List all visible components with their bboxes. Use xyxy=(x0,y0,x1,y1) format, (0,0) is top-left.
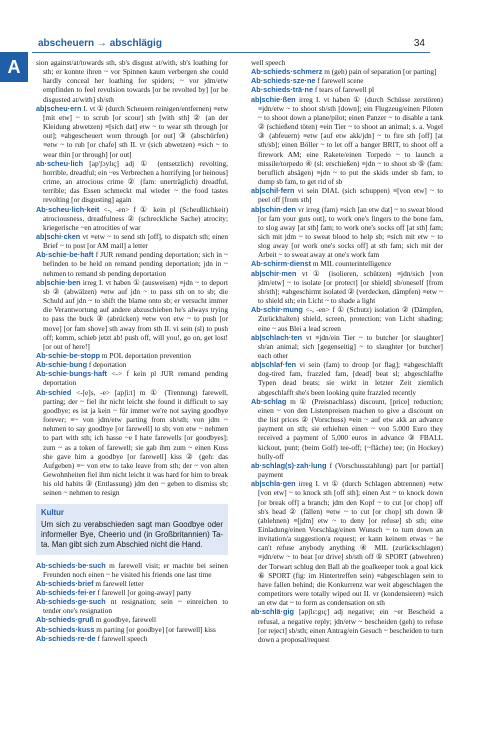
entry-headword: Ab·schieds·trä·ne xyxy=(251,85,314,95)
dictionary-entry xyxy=(36,360,228,369)
entry-headword: Ab·schieds·gruß xyxy=(36,615,94,625)
entry-headword: ab|schir·men xyxy=(251,268,297,278)
entry-headword: ab|schla·gen xyxy=(251,479,296,489)
entry-text: irreg I. vt haben ① (ausweisen) ≡jdn ~ to deport sb ② (abwälzen) ≡etw auf jdn ~ to pass sth on to sb; die Schuld auf jdn ~ to shift the blame onto sb; er versucht immer die Verantwortung auf andere abzuschieben he's always trying to pass the buck ③ (abrücken) ≡etw von etw ~ to push [or move] [or fam shove] sth away from sth II. vi sein (sl) to push off; komm, schieb jetzt ab! push off, will you!, go on, get lost! [or out of here!] xyxy=(43,277,228,351)
dictionary-entry xyxy=(36,159,228,205)
entry-headword: ab|schie·ben xyxy=(36,277,81,287)
entry-text: m goodbye, farewell xyxy=(95,615,156,625)
dictionary-entry xyxy=(36,625,228,634)
entry-text: [apʃlɛ:gɪç] adj negative; ein ~er Bescheid a refusal, a negative reply; jdn/etw ~ bescheiden (geh) to refuse [or reject] sb/sth; einen Antrag/ein Gesuch ~ bescheiden to turn down a proposal/request xyxy=(258,607,443,644)
entry-text: irreg I. vt ① (durch Schlagen abtrennen) ≡etw [von etw] ~ to knock sth [off sth]; einen Ast ~ to knock down [or break off] a branch; jdm den Kopf ~ to cut [or chop] off sb's head ② (fällen) ≡etw ~ to cut [or chop] sth down ③ (ablehnen) ≡[jdm] etw ~ to deny [or refuse] sb sth; eine Einladung/einen Vorschlag/einen Wunsch ~ to turn down an invitation/a suggestion/a request; er kann keinem etwas ~ he can't refuse anybody anything ④ MIL (zurückschlagen) ≡jdn/etw ~ to beat [or drive] sb/sth off ⑤ SPORT (abwehren) der Torwart schlug den Ball ab the goalkeeper took a goal kick ⑥ SPORT (fig: im Hintertreffen sein) ≡abgeschlagen sein to have fallen behind; die Konkurrenz war weit abgeschlagen the competitors were totally wiped out II. vr (kondensieren) ≡sich an etw dat ~ to form as condensation on sth xyxy=(258,479,443,608)
left-column xyxy=(36,58,228,748)
entry-text: m farewell visit; er machte bei seinen Freunden noch einen ~ he visited his friends one last time xyxy=(43,560,228,579)
page-number: 34 xyxy=(413,38,425,49)
entry-text: <-> f kein pl JUR remand pending deportation xyxy=(43,369,228,388)
dictionary-entry xyxy=(36,104,228,159)
entry-text: m ① (Preisnachlass) discount, [price] reduction; einen ~ von den Listenpreisen machen to give a discount on the list prices ② (Vorschuss) ≡ein ~ auf etw akk an advance payment on sth; sie erhielten einen ~ von 5.000 Euro they received a payment of 5,000 euros in advance ③ FBALL kickout, punt; (beim Golf) tee-off; (~fläche) tee; (in Hockey) bully-off xyxy=(258,396,443,461)
right-entries xyxy=(251,58,443,644)
entry-text: irreg I. vt haben ① (durch Schüsse zerstören) ≡jdn/etw ~ to shoot sb/sth [down]; ein Flugzeug/einen Piloten ~ to shoot down a plane/pilot; einen Panzer ~ to disable a tank ② (schießend töten) ≡ein Tier ~ to shoot an animal; s. a. Vogel ③ (abfeuern) ≡etw [auf etw akk/jdn] ~ to fire sth [off] [at sth/sb]; einen Böller ~ to let off a banger BRIT, to shoot off a firework AM; eine Rakete/einen Torpedo ~ to launch a missile/torpedo ④ (sl: erschießen) ≡jdn ~ to shoot sb ⑤ (fam: beruflich absägen) ≡jdn ~ to put the skids under sb fam, to dump sb fam, to get rid of sb xyxy=(258,94,443,187)
entry-headword: Ab·schieds·brief xyxy=(36,578,94,588)
entry-text: vi sein (fam) to droop [or flag]; ≡abgeschlafft dog-tired fam, frazzled fam, [dead] beat sl; abgeschlaffte Typen dead beats; sie wirkt in letzter Zeit ziemlich abgeschlafft she's been looking quite frazzled recently xyxy=(258,360,443,397)
entry-text: vt ① (isolieren, schützen) ≡jdn/sich [von jdm/etw] ~ to isolate [or protect] [or shield] sb/oneself [from sb/sth]; ≡abgeschirmt isolated ② (verdecken, dämpfen) ≡etw ~ to shield sth; ein Licht ~ to shade a light xyxy=(258,268,443,306)
entry-text: <-, -en> f ① kein pl (Scheußlichkeit) atrociousness, dreadfulness ② (schreckliche Sache) atrocity; kriegerische ~en atrocities of war xyxy=(43,204,228,232)
dictionary-entry xyxy=(36,588,228,597)
kultur-box xyxy=(36,504,228,555)
dictionary-entry xyxy=(251,479,443,607)
dictionary-entry xyxy=(36,579,228,588)
left-entries-after xyxy=(36,561,228,643)
entry-headword: Ab·schie·bungs·haft xyxy=(36,369,107,379)
entry-headword: ab|schie·ßen xyxy=(251,94,296,104)
dictionary-entry xyxy=(36,58,228,104)
dictionary-entry xyxy=(251,95,443,187)
entry-headword: ab·schlag(s)·zah·lung xyxy=(251,460,327,470)
entry-text: f tears of farewell pl xyxy=(314,85,375,95)
entry-text: f deportation xyxy=(88,360,127,370)
dictionary-entry xyxy=(251,259,443,268)
letter-thumb-tab: A xyxy=(0,52,28,82)
dictionary-entry xyxy=(36,250,228,277)
entry-text: [ap'ʃɔylɪç] adj ① (entsetzlich) revolting, horrible, dreadful; ein ~es Verbrechen a horrifying [or heinous] crime, an atrocious crime ② (fam: unerträglich) dreadful, terrible; das Essen schmeckt mal wieder ~ the food tastes revolting [or disgusting] again xyxy=(43,158,228,205)
entry-headword: Ab·schirm·dienst xyxy=(251,259,312,269)
entry-text: nt resignation; sein ~ einreichen to tender one's resignation xyxy=(43,597,228,616)
entry-text: vt ≡etw ~ to send sth [off], to dispatch sth; einen Brief ~ to post [or AM mail] a letter xyxy=(43,231,228,251)
dictionary-entry xyxy=(36,278,228,351)
dictionary-entry xyxy=(251,67,443,76)
kultur-box-title: Kultur xyxy=(41,507,64,517)
entry-headword: Ab·schir·mung xyxy=(251,305,303,315)
entry-headword: ab|schlach·ten xyxy=(251,332,303,342)
entry-text: f farewell [or going-away] party xyxy=(97,587,192,597)
entry-text: m parting [or goodbye] [or farewell] kiss xyxy=(96,624,216,634)
entry-headword: Ab·schieds·schmerz xyxy=(251,67,323,77)
dictionary-entry xyxy=(251,186,443,204)
dictionary-entry xyxy=(251,205,443,260)
entry-text: sion against/at/towards sth, sb's disgust at/with, sb's loathing for sth; er konnte ihren ~ vor Spinnen kaum verbergen she could hardly conceal her loathing for spiders; ~ vor jdm/etw empfinden to feel revulsion towards [or be revolted by] [or be disgusted at/with] sb/sth xyxy=(36,58,228,104)
entry-text: <-, -en> f ① (Schutz) isolation ② (Dämpfen, Zurückhalten) shield, screen, protection; von Licht shading; eine ~ aus Blei a lead screen xyxy=(258,305,443,333)
header-rule xyxy=(32,52,430,53)
dictionary-entry xyxy=(251,269,443,306)
dictionary-entry xyxy=(251,333,443,360)
dictionary-entry xyxy=(36,369,228,387)
kultur-box-text: Um sich zu verabschieden sagt man Goodbye oder informeller Bye, Cheerio und (in Großbritannien) Ta-ta. Man gibt sich zum Abschied nicht die Hand. xyxy=(41,519,223,549)
entry-headword: ab|schi·cken xyxy=(36,231,81,241)
entry-text: well speech xyxy=(251,58,286,67)
entry-headword: Ab·schie·bung xyxy=(36,360,88,370)
dictionary-entry xyxy=(36,388,228,498)
entry-headword: ab·schlä·gig xyxy=(251,607,294,617)
entry-text: f JUR remand pending deportation; sich in ~ befinden to be held on remand pending deportation; jdn in ~ nehmen to remand sb pending deportation xyxy=(43,250,228,278)
entry-text: m MIL counterintelligence xyxy=(312,259,392,269)
entry-headword: Ab·scheu·lich·keit xyxy=(36,204,100,214)
page-header xyxy=(0,0,485,58)
entry-text: m farewell letter xyxy=(95,578,144,588)
dictionary-entry xyxy=(251,461,443,479)
entry-headword: ab·scheu·lich xyxy=(36,158,84,168)
running-head: abscheuern → abschlägig xyxy=(38,38,162,49)
entry-text: vt ≡jdn/ein Tier ~ to butcher [or slaughter] sb/an animal; sich [gegenseitig] ~ to slaughter [or butcher] each other xyxy=(258,332,443,360)
dictionary-entry xyxy=(36,634,228,643)
entry-headword: Ab·schieds·be·such xyxy=(36,560,106,570)
entry-text: vi sein DIAL (sich schuppen) ≡[von etw] ~ to peel off [from sth] xyxy=(258,186,443,205)
entry-headword: Ab·schieds·fei·er xyxy=(36,587,96,597)
entry-headword: ab|schil·fern xyxy=(251,186,295,196)
entry-text: f farewell scene xyxy=(317,76,364,86)
entry-text: m POL deportation prevention xyxy=(101,351,191,360)
entry-text: I. vt ① (durch Scheuern reinigen/entfernen) ≡etw [mit etw] ~ to scrub [or scour] sth [with sth] ② (an der Kleidung abwetzen) ≡[sich dat] etw ~ to wear sth through [or out]; ≡abgescheuert worn through [or out] ③ (abschürfen) ≡etw ~ to rub [or chafe] sth II. vr (sich abwetzen) ≡sich ~ to wear thin [or through] [or out] xyxy=(43,103,228,159)
entry-text: f farewell speech xyxy=(97,633,148,643)
dictionary-entry xyxy=(36,597,228,615)
entry-headword: Ab·schieds·kuss xyxy=(36,624,95,634)
dictionary-entry xyxy=(251,397,443,461)
entry-headword: Ab·schieds·sze·ne xyxy=(251,76,316,86)
dictionary-entry xyxy=(251,85,443,94)
dictionary-entry xyxy=(251,76,443,85)
dictionary-entry xyxy=(36,615,228,624)
dictionary-entry xyxy=(251,360,443,397)
left-entries xyxy=(36,58,228,498)
dictionary-entry xyxy=(251,305,443,332)
dictionary-entry xyxy=(36,351,228,360)
entry-headword: Ab·schieds·re·de xyxy=(36,633,96,643)
entry-text: f (Vorschusszahlung) part [or partial] payment xyxy=(258,460,443,480)
right-column xyxy=(251,58,443,748)
entry-headword: Ab·schie·be·haft xyxy=(36,250,94,260)
entry-text: m (geh) pain of separation [or parting] xyxy=(324,67,437,77)
entry-headword: Ab·schlag xyxy=(251,396,287,406)
entry-headword: Ab·schieds·ge·such xyxy=(36,597,106,607)
dictionary-entry xyxy=(36,561,228,579)
entry-headword: Ab·schie·be·stopp xyxy=(36,351,101,360)
entry-headword: ab|schin·den xyxy=(251,204,297,214)
dictionary-entry xyxy=(36,232,228,250)
entry-text: <-[e]s, -e> [apʃi:t] m ① (Trennung) farewell, parting; der ~ fiel ihr nicht leicht she found it difficult to say goodbye; es ist ja kein ~ für immer we're not saying goodbye forever; ≡~ von jdm/etw parting from sb/sth; von jdm ~ nehmen to say goodbye [or farewell] to sb; von etw ~ nehmen to part with sth; ich hasse ~e I hate farewells [or goodbyes]; zum ~ as a token of farewell; sie gab ihm zum ~ einen Kuss she gave him a goodbye [or farewell] kiss ② (geh: das Aufgeben) ≡~ von etw to take leave from sth; der ~ von alten Gewohnheiten fiel ihm nicht leicht it was hard for him to break his old habits ③ (Entlassung) jdm den ~ geben to dismiss sb; seinen ~ nehmen to resign xyxy=(43,387,228,498)
dictionary-entry xyxy=(251,607,443,644)
entry-headword: ab|scheu·ern xyxy=(36,103,82,113)
dictionary-entry xyxy=(251,58,443,67)
dictionary-entry xyxy=(36,205,228,232)
entry-text: vr irreg (fam) ≡sich [an etw dat] ~ to sweat blood [or fam your guts out], to work one's fingers to the bone fam, to slog away [at sth] fam; to work one's socks off [at sth] fam; sich mit jdm ~ to sweat blood to help sb; ≡sich mit etw ~ to slog away [or work one's socks off] at sth fam; sich mit der Arbeit ~ to sweat away at one's work fam xyxy=(258,204,443,260)
entry-headword: ab|schlaf·fen xyxy=(251,360,297,370)
entry-headword: Ab·schied xyxy=(36,387,72,397)
